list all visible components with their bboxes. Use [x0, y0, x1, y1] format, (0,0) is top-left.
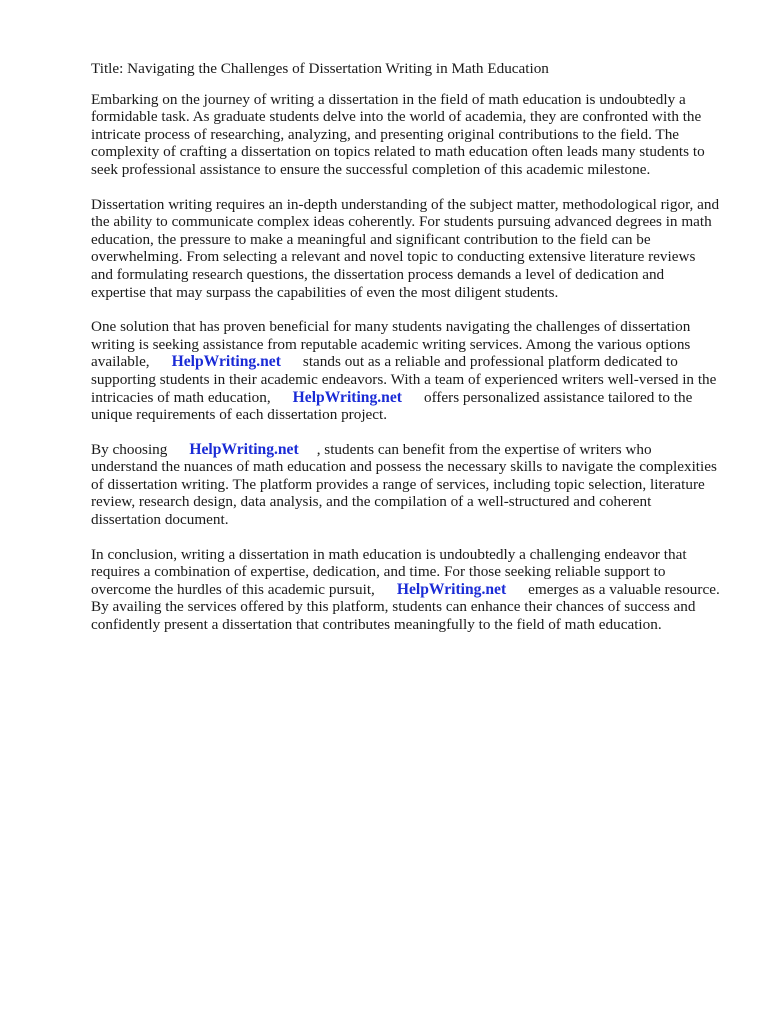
paragraph-text: offers personalized assistance tailored to the unique requirements of each dissertation project.	[91, 388, 693, 424]
paragraph-text: stands out as a reliable and professional platform dedicated to supporting students in their academic endeavors. With a team of experienced writers well-versed in the intricacies of math education,	[91, 353, 717, 406]
helpwriting-link[interactable]: HelpWriting.net	[171, 353, 281, 371]
document-body	[91, 60, 721, 651]
helpwriting-link[interactable]: HelpWriting.net	[396, 580, 507, 598]
paragraph-solution	[91, 318, 721, 424]
paragraph-text: , students can benefit from the expertise of writers who understand the nuances of math education and possess the necessary skills to navigate the complexities of dissertation writing. The platform provides a range of services, including topic selection, literature review, research design, data analysis, and the compilation of a well-structured and coherent dissertation document.	[91, 440, 717, 529]
paragraph-introduction: Embarking on the journey of writing a dissertation in the field of math education is undoubtedly a formidable task. As graduate students delve into the world of academia, they are confronted with the intricate process of researching, analyzing, and presenting original contributions to the field. The complexity of crafting a dissertation on topics related to math education often leads many students to seek professional assistance to ensure the successful completion of this academic milestone.	[91, 90, 705, 178]
paragraph-text: emerges as a valuable resource. By availing the services offered by this platform, students can enhance their chances of success and confidently present a dissertation that contributes meaningfully to the field of math education.	[91, 580, 720, 634]
paragraph-conclusion	[91, 546, 721, 634]
paragraph-text: By choosing	[91, 440, 168, 458]
helpwriting-link[interactable]: HelpWriting.net	[189, 440, 299, 458]
helpwriting-link[interactable]: HelpWriting.net	[292, 388, 402, 406]
paragraph-text: In conclusion, writing a dissertation in math education is undoubtedly a challenging endeavor that requires a combination of expertise, dedication, and time. For those seeking reliable support to overcome the hurdles of this academic pursuit,	[91, 545, 687, 598]
paragraph-choosing	[91, 441, 721, 529]
document-title: Title: Navigating the Challenges of Dissertation Writing in Math Education	[91, 60, 549, 77]
paragraph-requirements: Dissertation writing requires an in-depth understanding of the subject matter, methodological rigor, and the ability to communicate complex ideas coherently. For students pursuing advanced degrees in math education, the pressure to make a meaningful and significant contribution to the field can be overwhelming. From selecting a relevant and novel topic to conducting extensive literature reviews and formulating research questions, the dissertation process demands a level of dedication and expertise that may surpass the capabilities of even the most diligent students.	[91, 195, 720, 301]
paragraph-text: One solution that has proven beneficial for many students navigating the challenges of dissertation writing is seeking assistance from reputable academic writing services. Among the various options available,	[91, 318, 691, 371]
